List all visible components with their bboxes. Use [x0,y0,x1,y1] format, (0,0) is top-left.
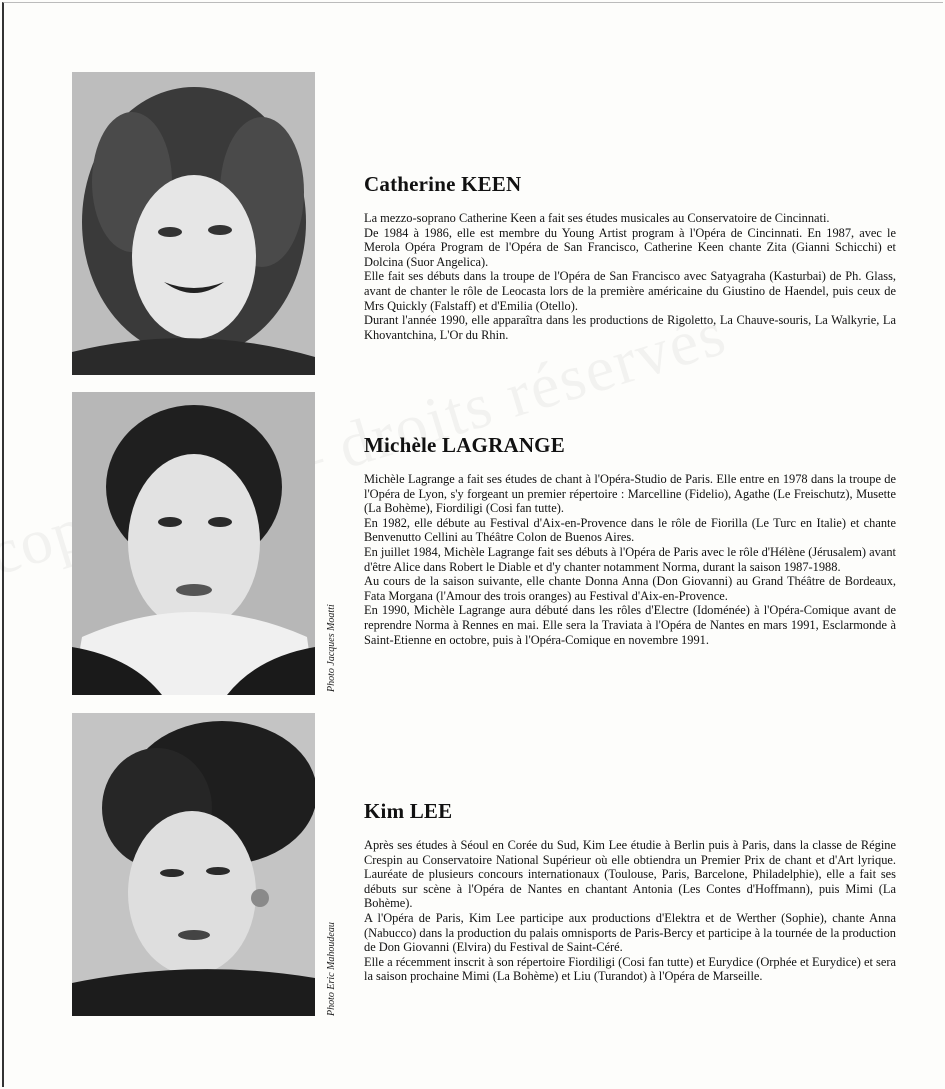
bio-paragraph: En 1982, elle débute au Festival d'Aix-en-Provence dans le rôle de Fiorilla (Le Turc en Italie) et chante Benvenutto Cellini au Théâtre Colon de Buenos Aires. [364,515,896,545]
bio-catherine-keen [364,172,896,342]
photo-credit-lee: Photo Eric Mahoudeau [326,922,337,1016]
photo-credit-lagrange: Photo Jacques Moatti [326,604,337,692]
portrait-catherine-keen [72,72,315,375]
artist-name: Michèle LAGRANGE [364,433,565,457]
bio-paragraph: En 1990, Michèle Lagrange aura débuté dans les rôles d'Electre (Idoménée) à l'Opéra-Comique avant de reprendre Norma à Rennes en mai. Elle sera la Traviata à l'Opéra de Nantes en mars 1991, Esclarmonde à Saint-Etienne en octobre, puis à l'Opéra-Comique en novembre 1991. [364,603,896,647]
bio-paragraph: Après ses études à Séoul en Corée du Sud, Kim Lee étudie à Berlin puis à Paris, dans la classe de Régine Crespin au Conservatoire National Supérieur où elle obtiendra un Premier Prix de chant et d'Art lyrique. Lauréate de plusieurs concours internationaux (Toulouse, Paris, Barcelone, Philadelphie), elle a fait ses débuts sur scène à l'Opéra de Nantes en chantant Antonia (Les Contes d'Hoffmann), puis Mimi (La Bohème). [364,838,896,911]
bio-paragraph: De 1984 à 1986, elle est membre du Young Artist program à l'Opéra de Cincinnati. En 1987, avec le Merola Opéra Program de l'Opéra de San Francisco, Catherine Keen chante Zita (Gianni Schicchi) et Dolcina (Suor Angelica). [364,225,896,269]
bio-paragraph: Au cours de la saison suivante, elle chante Donna Anna (Don Giovanni) au Grand Théâtre de Bordeaux, Fata Morgana (l'Amour des trois oranges) au Festival d'Aix-en-Provence. [364,574,896,603]
bio-paragraph: La mezzo-soprano Catherine Keen a fait ses études musicales au Conservatoire de Cincinnati. [364,211,830,225]
artist-name: Kim LEE [364,799,453,823]
bio-paragraph: Elle fait ses débuts dans la troupe de l'Opéra de San Francisco avec Satyagraha (Kasturbai) de Ph. Glass, avant de chanter le rôle de Leocasta lors de la première américaine du Giustino de Haendel, puis ceux de Mrs Quickly (Falstaff) et d'Emilia (Otello). [364,269,896,313]
bio-paragraph: En juillet 1984, Michèle Lagrange fait ses débuts à l'Opéra de Paris avec le rôle d'Hélène (Jérusalem) avant d'être Alice dans Robert le Diable et d'y chanter notamment Norma, durant la saison 1987-1988. [364,544,896,574]
bio-paragraph: Michèle Lagrange a fait ses études de chant à l'Opéra-Studio de Paris. Elle entre en 1978 dans la troupe de l'Opéra de Lyon, s'y forgeant un premier répertoire : Marcelline (Fidelio), Agathe (Le Freischutz), Musette (La Bohème), Fiordiligi (Cosi fan tutte). [364,472,896,516]
bio-michele-lagrange [364,433,896,647]
bio-paragraph: A l'Opéra de Paris, Kim Lee participe aux productions d'Elektra et de Werther (Sophie), chante Anna (Nabucco) dans la production du palais omnisports de Paris-Bercy et participe à la tournée de la production de Don Giovanni (Elvira) du Festival de Saint-Céré. [364,910,896,955]
portrait-michele-lagrange [72,392,315,695]
bio-paragraph: Durant l'année 1990, elle apparaîtra dans les productions de Rigoletto, La Chauve-souris, La Walkyrie, La Khovantchina, L'Or du Rhin. [364,313,896,342]
artist-name: Catherine KEEN [364,172,522,196]
bio-paragraph: Elle a récemment inscrit à son répertoire Fiordiligi (Cosi fan tutte) et Eurydice (Orphée et Eurydice) et sera la saison prochaine Mimi (La Bohème) et Liu (Turandot) à l'Opéra de Marseille. [364,954,896,984]
bio-kim-lee [364,799,896,984]
portrait-kim-lee [72,713,315,1016]
